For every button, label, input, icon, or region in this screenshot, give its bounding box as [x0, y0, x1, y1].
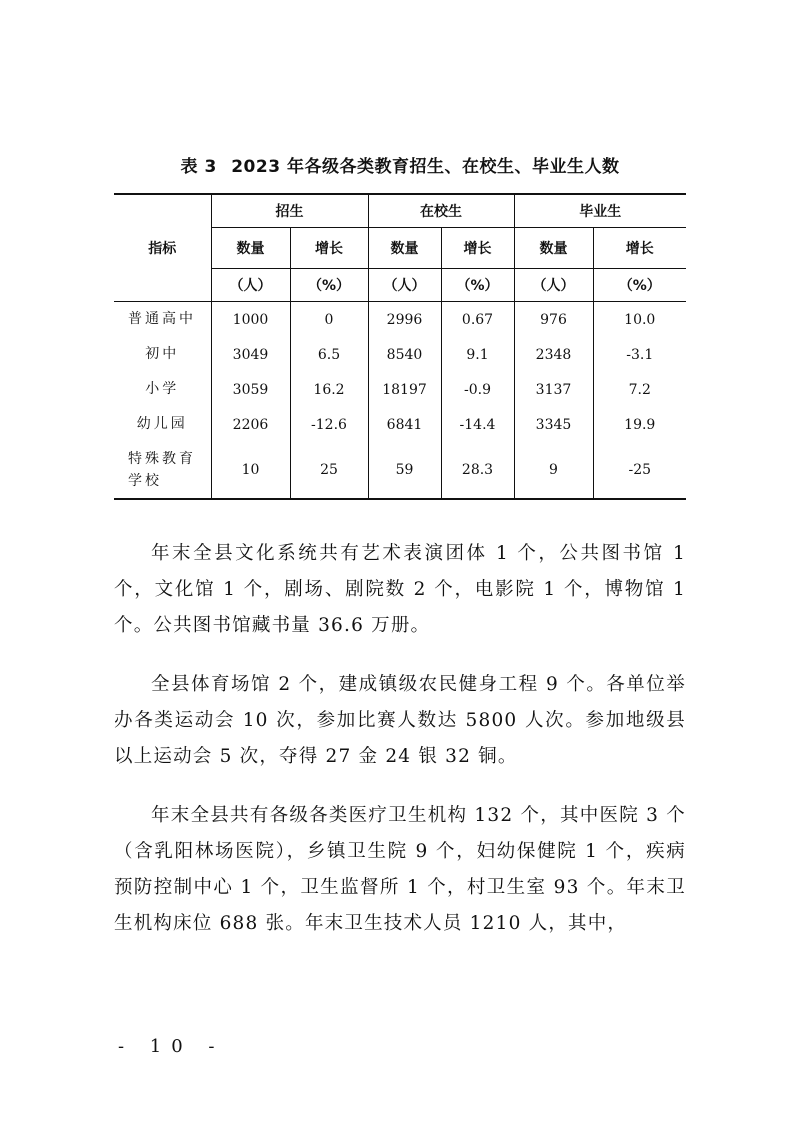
cell: 2206 [211, 407, 290, 442]
header-growth: 增长 [290, 228, 368, 269]
page-number: - 10 - [118, 1036, 225, 1057]
table-row [114, 442, 686, 499]
table-row [114, 407, 686, 442]
cell: 9.1 [441, 337, 514, 372]
header-qty: 数量 [211, 228, 290, 269]
paragraph-health [114, 798, 686, 942]
header-qty: 数量 [368, 228, 441, 269]
cell: -12.6 [290, 407, 368, 442]
cell: 6.5 [290, 337, 368, 372]
header-growth: 增长 [593, 228, 686, 269]
cell: 6841 [368, 407, 441, 442]
table-caption-label: 表 3 [180, 157, 217, 177]
cell: 10 [211, 442, 290, 499]
header-unit-pct: （%） [441, 269, 514, 302]
cell: -0.9 [441, 372, 514, 407]
cell: -25 [593, 442, 686, 499]
paragraph-text: 年末全县共有各级各类医疗卫生机构 132 个，其中医院 3 个（含乳阳林场医院），乡镇卫生院 9 个，妇幼保健院 1 个，疾病预防控制中心 1 个，卫生监督所 1 个，村卫生室 93 个。年末卫生机构床位 688 张。年末卫生技术人员 1210 人，其中， [114, 805, 686, 934]
cell: -14.4 [441, 407, 514, 442]
header-group-students: 在校生 [368, 194, 514, 228]
row-name: 幼儿园 [136, 416, 188, 433]
header-unit-people: （人） [211, 269, 290, 302]
header-group-enrollment: 招生 [211, 194, 368, 228]
header-qty: 数量 [514, 228, 593, 269]
cell: 8540 [368, 337, 441, 372]
paragraph-sports [114, 667, 686, 775]
header-unit-people: （人） [368, 269, 441, 302]
education-table [114, 193, 686, 500]
cell: 18197 [368, 372, 441, 407]
cell: 2348 [514, 337, 593, 372]
cell: 59 [368, 442, 441, 499]
cell: 19.9 [593, 407, 686, 442]
cell: -3.1 [593, 337, 686, 372]
cell: 3137 [514, 372, 593, 407]
table-caption-title: 2023 年各级各类教育招生、在校生、毕业生人数 [231, 157, 620, 177]
paragraph-text: 全县体育场馆 2 个，建成镇级农民健身工程 9 个。各单位举办各类运动会 10 次，参加比赛人数达 5800 人次。参加地级县以上运动会 5 次，夺得 27 金 24 银 32 铜。 [114, 674, 686, 767]
cell: 2996 [368, 302, 441, 338]
row-name: 小学 [145, 381, 180, 398]
row-name: 特殊教育学校 [114, 442, 211, 499]
table-row [114, 372, 686, 407]
cell: 10.0 [593, 302, 686, 338]
table-row [114, 302, 686, 338]
cell: 28.3 [441, 442, 514, 499]
paragraph-culture [114, 536, 686, 644]
header-unit-pct: （%） [290, 269, 368, 302]
row-name: 初中 [145, 346, 180, 363]
cell: 16.2 [290, 372, 368, 407]
cell: 3059 [211, 372, 290, 407]
header-group-graduates: 毕业生 [514, 194, 686, 228]
table-caption [0, 152, 800, 177]
cell: 0.67 [441, 302, 514, 338]
paragraph-text: 年末全县文化系统共有艺术表演团体 1 个，公共图书馆 1 个，文化馆 1 个，剧场、剧院数 2 个，电影院 1 个，博物馆 1 个。公共图书馆藏书量 36.6 万册。 [114, 543, 686, 636]
table-row [114, 337, 686, 372]
cell: 7.2 [593, 372, 686, 407]
cell: 3049 [211, 337, 290, 372]
cell: 0 [290, 302, 368, 338]
cell: 976 [514, 302, 593, 338]
cell: 25 [290, 442, 368, 499]
header-growth: 增长 [441, 228, 514, 269]
cell: 3345 [514, 407, 593, 442]
header-unit-pct: （%） [593, 269, 686, 302]
row-name: 普通高中 [128, 311, 196, 328]
cell: 1000 [211, 302, 290, 338]
header-indicator: 指标 [114, 194, 211, 302]
cell: 9 [514, 442, 593, 499]
header-unit-people: （人） [514, 269, 593, 302]
